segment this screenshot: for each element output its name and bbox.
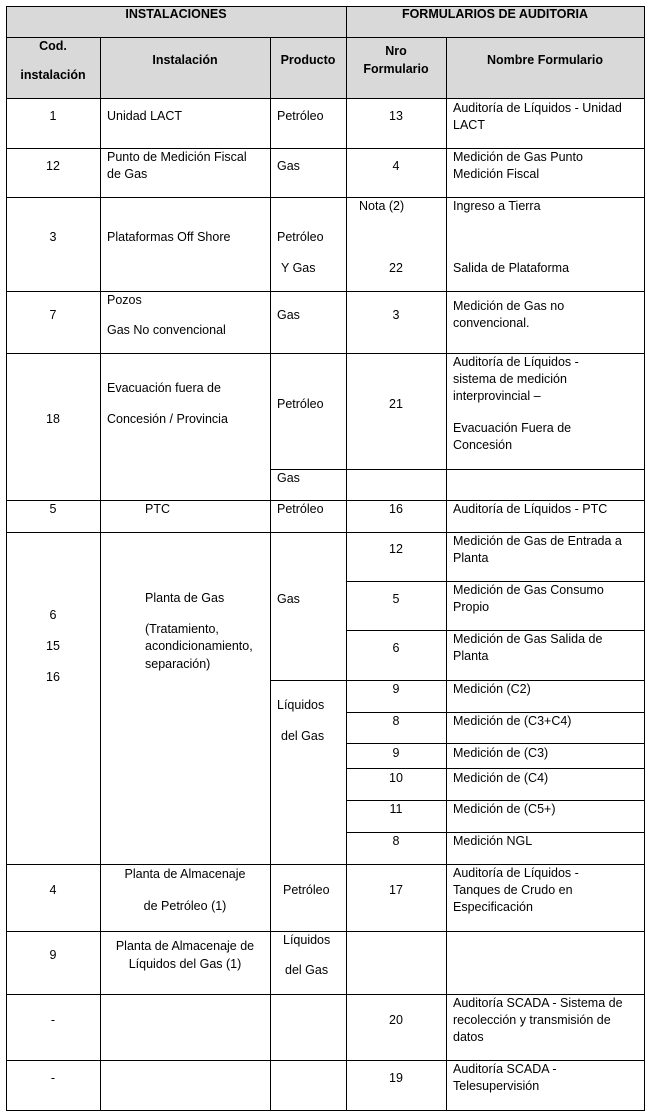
cell-nombre: Medición de (C5+) xyxy=(453,802,556,816)
cell-instalacion: PTC xyxy=(145,502,170,516)
cell-nombre: Auditoría SCADA - xyxy=(453,1062,557,1076)
cell-nro: 11 xyxy=(389,802,403,816)
cell-instalacion: Planta de Gas xyxy=(145,591,225,605)
cell-nombre: Medición de Gas Consumo xyxy=(453,583,604,597)
cell-nro: 12 xyxy=(389,542,403,556)
cell-producto: Gas xyxy=(277,159,300,173)
cell-instalacion: separación) xyxy=(145,657,211,671)
cell-nombre: Especificación xyxy=(453,900,533,914)
cell-cod: 15 xyxy=(46,639,60,653)
cell-nombre: Planta xyxy=(453,649,489,663)
header-formularios: FORMULARIOS DE AUDITORIA xyxy=(401,7,589,21)
cell-nro: Nota (2) xyxy=(359,199,405,213)
cell-producto: Petróleo xyxy=(283,883,330,897)
cell-nombre: Concesión xyxy=(453,438,513,452)
cell-producto: Líquidos xyxy=(283,933,331,947)
cell-nombre: Medición (C2) xyxy=(453,682,531,696)
cell-instalacion: Líquidos del Gas (1) xyxy=(128,957,242,971)
cell-nombre: Auditoría de Líquidos - xyxy=(453,866,579,880)
cell-cod: 9 xyxy=(49,948,57,962)
cell-nro: 4 xyxy=(392,159,400,173)
cell-cod: - xyxy=(50,1013,56,1027)
cell-producto: Gas xyxy=(277,471,300,485)
cell-cod: 3 xyxy=(49,230,57,244)
cell-producto: Petróleo xyxy=(277,109,324,123)
cell-nombre: Medición de Gas no xyxy=(453,299,565,313)
cell-nro: 19 xyxy=(389,1071,403,1085)
cell-cod: 12 xyxy=(46,159,60,173)
cell-nombre: Auditoría de Líquidos - PTC xyxy=(453,502,608,516)
cell-instalacion: Concesión / Provincia xyxy=(107,412,228,426)
cell-producto: Petróleo xyxy=(277,397,324,411)
cell-producto: Líquidos xyxy=(277,698,325,712)
cell-instalacion: (Tratamiento, xyxy=(145,622,219,636)
cell-cod: 16 xyxy=(46,670,60,684)
col-nro-line1: Nro xyxy=(385,44,407,58)
cell-nombre: sistema de medición xyxy=(453,372,567,386)
cell-instalacion: Punto de Medición Fiscal xyxy=(107,150,247,164)
cell-instalacion: Evacuación fuera de xyxy=(107,381,221,395)
cell-instalacion: Gas No convencional xyxy=(107,323,226,337)
cell-nro: 8 xyxy=(392,834,400,848)
cell-instalacion: Pozos xyxy=(107,293,142,307)
cell-cod: 4 xyxy=(49,883,57,897)
cell-instalacion: de Gas xyxy=(107,167,148,181)
cell-instalacion: Planta de Almacenaje de xyxy=(115,939,255,953)
cell-instalacion: acondicionamiento, xyxy=(145,639,253,653)
header-instalaciones: INSTALACIONES xyxy=(125,7,227,21)
cell-nombre: Evacuación Fuera de xyxy=(453,421,572,435)
cell-cod: - xyxy=(50,1071,56,1085)
cell-producto: Gas xyxy=(277,308,300,322)
cell-producto: del Gas xyxy=(285,963,329,977)
cell-nro: 13 xyxy=(389,109,403,123)
cell-nro: 20 xyxy=(389,1013,403,1027)
cell-nombre: Medición Fiscal xyxy=(453,167,540,181)
col-instalacion: Instalación xyxy=(152,53,218,67)
cell-nro: 9 xyxy=(392,746,400,760)
col-producto: Producto xyxy=(280,53,336,67)
cell-nombre: Tanques de Crudo en xyxy=(453,883,573,897)
cell-nombre: Propio xyxy=(453,600,490,614)
cell-nro: 5 xyxy=(392,592,400,606)
cell-producto: Y Gas xyxy=(281,261,316,275)
cell-nombre: Auditoría SCADA - Sistema de xyxy=(453,996,623,1010)
cell-nombre: interprovincial – xyxy=(453,389,541,403)
cell-nro: 22 xyxy=(389,261,403,275)
cell-nro: 3 xyxy=(392,308,400,322)
cell-cod: 5 xyxy=(49,502,57,516)
cell-cod: 18 xyxy=(46,412,60,426)
cell-nro: 10 xyxy=(389,771,403,785)
cell-nombre: Planta xyxy=(453,551,489,565)
cell-nombre: Auditoría de Líquidos - Unidad xyxy=(453,101,622,115)
cell-nombre: Medición de Gas de Entrada a xyxy=(453,534,622,548)
cell-nro: 9 xyxy=(392,682,400,696)
cell-cod: 7 xyxy=(49,308,57,322)
cell-nro: 8 xyxy=(392,714,400,728)
cell-nombre: Medición de (C4) xyxy=(453,771,549,785)
cell-nombre: Telesupervisión xyxy=(453,1079,540,1093)
cell-nombre: Medición de Gas Salida de xyxy=(453,632,603,646)
cell-nombre: Salida de Plataforma xyxy=(453,261,570,275)
cell-nro: 17 xyxy=(389,883,403,897)
cell-producto: Petróleo xyxy=(277,230,324,244)
cell-nombre: Medición NGL xyxy=(453,834,533,848)
cell-nombre: datos xyxy=(453,1030,484,1044)
cell-producto: Petróleo xyxy=(277,502,324,516)
cell-cod: 6 xyxy=(49,608,57,622)
cell-nro: 21 xyxy=(389,397,403,411)
cell-cod: 1 xyxy=(49,109,57,123)
cell-nombre: convencional. xyxy=(453,316,530,330)
col-nro-line2: Formulario xyxy=(363,62,429,76)
cell-instalacion: Plataformas Off Shore xyxy=(107,230,231,244)
col-nombre: Nombre Formulario xyxy=(487,53,603,67)
cell-nro: 6 xyxy=(392,641,400,655)
cell-nombre: Auditoría de Líquidos - xyxy=(453,355,579,369)
cell-nombre: Medición de (C3) xyxy=(453,746,549,760)
col-cod-line2: instalación xyxy=(20,68,86,82)
cell-nombre: Medición de (C3+C4) xyxy=(453,714,572,728)
cell-nro: 16 xyxy=(389,502,403,516)
cell-producto: Gas xyxy=(277,592,300,606)
cell-instalacion: de Petróleo (1) xyxy=(143,899,227,913)
cell-nombre: Ingreso a Tierra xyxy=(453,199,541,213)
cell-producto: del Gas xyxy=(281,729,325,743)
cell-instalacion: Planta de Almacenaje xyxy=(124,867,246,881)
cell-nombre: Medición de Gas Punto xyxy=(453,150,583,164)
cell-instalacion: Unidad LACT xyxy=(107,109,183,123)
col-cod-line1: Cod. xyxy=(39,39,67,53)
cell-nombre: recolección y transmisión de xyxy=(453,1013,611,1027)
cell-nombre: LACT xyxy=(453,118,485,132)
